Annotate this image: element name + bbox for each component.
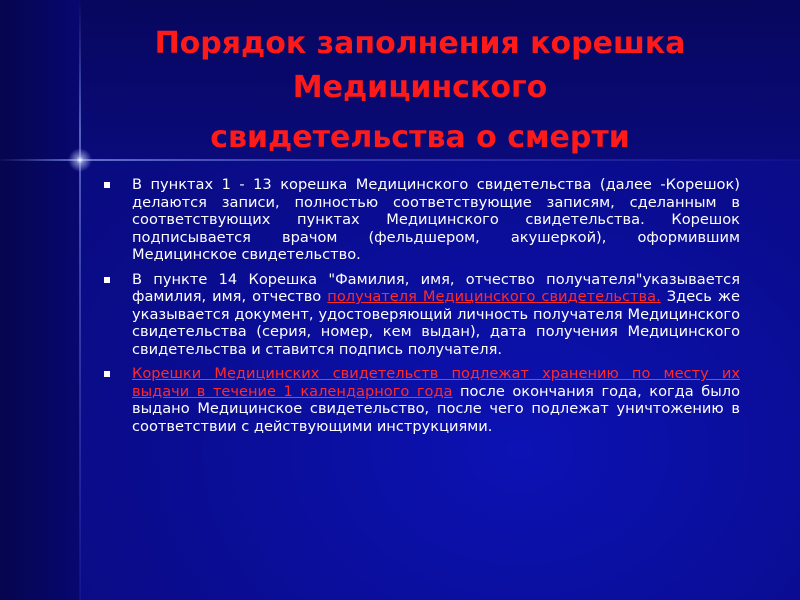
bullet-text (132, 271, 740, 359)
bullet-list (100, 176, 740, 442)
bullet-item (100, 176, 740, 264)
bullet-item (100, 271, 740, 359)
bullet-text (132, 176, 740, 264)
text-segment: В пунктах 1 - 13 корешка Медицинского свидетельства (далее -Корешок) делаются записи, полностью соответствующие записям, сделанным в соответствующих пунктах Медицинского свидетельства. Корешок подписывается врачом (фельдшером, акушеркой), оформившим Медицинское свидетельство. (132, 176, 740, 263)
highlighted-text: Корешки Медицинских свидетельств подлежат хранению по месту их выдачи в течение 1 календарного года (132, 365, 740, 400)
square-bullet-icon (104, 277, 110, 283)
title-line: Медицинского (292, 70, 548, 105)
highlighted-text: получателя Медицинского свидетельства. (327, 288, 661, 305)
square-bullet-icon (104, 182, 110, 188)
slide-title (90, 22, 750, 160)
bullet-text (132, 365, 740, 435)
title-line: Порядок заполнения корешка (154, 26, 686, 61)
vertical-accent-line (79, 0, 81, 600)
square-bullet-icon (104, 371, 110, 377)
text-segment: после окончания года, когда было выдано Медицинское свидетельство, после чего подлежат уничтожению в соответствии с действующими инструкциями. (132, 382, 740, 435)
left-band (0, 0, 80, 600)
text-segment: Здесь же указывается документ, удостоверяющий личность получателя Медицинского свидетельства (серия, номер, кем выдан), дата получения Медицинского свидетельства и ставится подпись получателя. (132, 288, 740, 358)
title-line: свидетельства о смерти (210, 120, 630, 155)
bullet-item (100, 365, 740, 435)
text-segment: В пункте 14 Корешка "Фамилия, имя, отчество получателя"указывается фамилия, имя, отчество (132, 270, 740, 305)
